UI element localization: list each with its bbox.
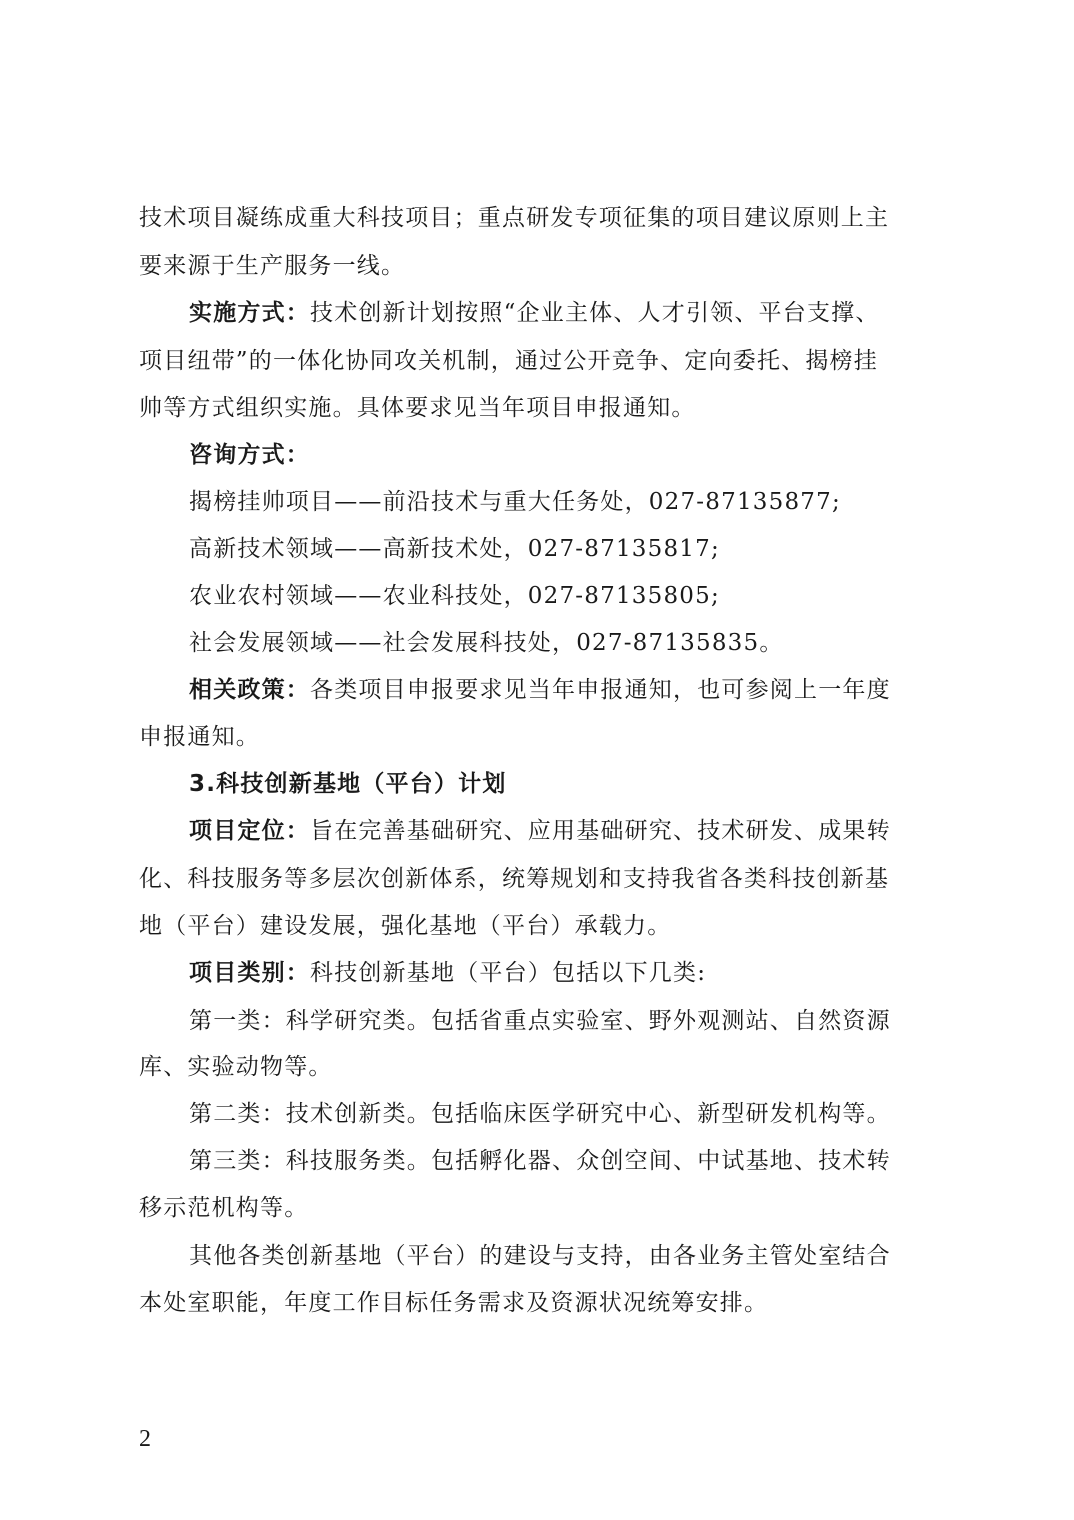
consultation-label: 咨询方式： <box>189 442 310 468</box>
paragraph-line: 第一类：科学研究类。包括省重点实验室、野外观测站、自然资源 <box>189 1008 891 1034</box>
positioning-label: 项目定位： <box>189 818 310 844</box>
implementation-paragraph <box>189 298 929 328</box>
page-number: 2 <box>139 1426 151 1452</box>
contact-line: 揭榜挂帅项目——前沿技术与重大任务处，027-87135877; <box>189 489 841 515</box>
paragraph-line: 项目纽带”的一体化协同攻关机制，通过公开竞争、定向委托、揭榜挂 <box>139 348 878 374</box>
policy-paragraph <box>189 675 929 705</box>
implementation-label: 实施方式： <box>189 300 310 326</box>
paragraph-line: 库、实验动物等。 <box>139 1054 333 1080</box>
contact-line: 社会发展领域——社会发展科技处，027-87135835。 <box>189 630 784 656</box>
paragraph-text: 科技创新基地（平台）包括以下几类: <box>310 960 707 986</box>
section-heading: 3.科技创新基地（平台）计划 <box>189 771 507 797</box>
paragraph-line: 移示范机构等。 <box>139 1195 309 1221</box>
paragraph-line: 其他各类创新基地（平台）的建设与支持，由各业务主管处室结合 <box>189 1243 891 1269</box>
paragraph-line: 帅等方式组织实施。具体要求见当年项目申报通知。 <box>139 395 696 421</box>
paragraph-line: 技术项目凝练成重大科技项目；重点研发专项征集的项目建议原则上主 <box>139 205 890 231</box>
contact-line: 高新技术领域——高新技术处，027-87135817; <box>189 536 720 562</box>
paragraph-text: 旨在完善基础研究、应用基础研究、技术研发、成果转 <box>310 818 891 844</box>
policy-label: 相关政策： <box>189 677 310 703</box>
contact-line: 农业农村领域——农业科技处，027-87135805; <box>189 583 720 609</box>
category-label: 项目类别： <box>189 960 310 986</box>
paragraph-line: 化、科技服务等多层次创新体系，统筹规划和支持我省各类科技创新基 <box>139 866 890 892</box>
paragraph-line: 地（平台）建设发展，强化基地（平台）承载力。 <box>139 913 672 939</box>
paragraph-line: 第三类：科技服务类。包括孵化器、众创空间、中试基地、技术转 <box>189 1148 891 1174</box>
category-paragraph <box>189 958 929 988</box>
paragraph-line: 第二类：技术创新类。包括临床医学研究中心、新型研发机构等。 <box>189 1101 891 1127</box>
paragraph-line: 申报通知。 <box>139 724 260 750</box>
positioning-paragraph <box>189 816 929 846</box>
paragraph-text: 各类项目申报要求见当年申报通知，也可参阅上一年度 <box>310 677 891 703</box>
paragraph-text: 技术创新计划按照“企业主体、人才引领、平台支撑、 <box>310 300 880 326</box>
paragraph-line: 本处室职能，年度工作目标任务需求及资源状况统筹安排。 <box>139 1290 769 1316</box>
paragraph-line: 要来源于生产服务一线。 <box>139 253 406 279</box>
